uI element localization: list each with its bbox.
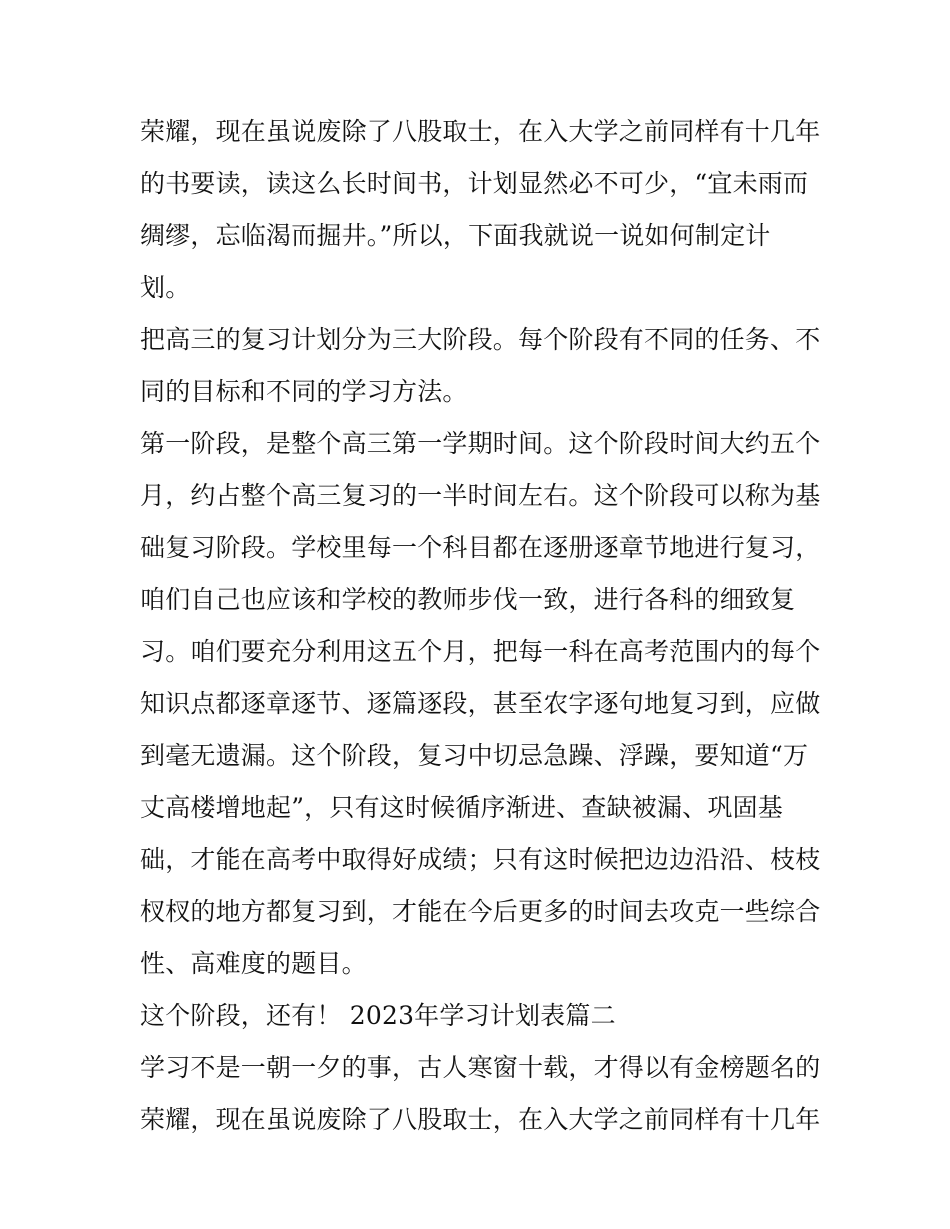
text-line-20: 荣耀，现在虽说废除了八股取士，在入大学之前同样有十几年 (140, 1105, 821, 1134)
text-line-18: 这个阶段，还有！ 2023年学习计划表篇二 (140, 1001, 616, 1030)
document-body (140, 106, 820, 1146)
text-line-19: 学习不是一朝一夕的事，古人寒窗十载，才得以有金榜题名的 (140, 1053, 821, 1082)
text-line-17: 性、高难度的题目。 (140, 949, 367, 978)
text-line-2: 的书要读，读这么长时间书，计划显然必不可少，“宜未雨而 (140, 169, 809, 198)
text-line-11: 习。咱们要充分利用这五个月，把每一科在高考范围内的每个 (140, 637, 821, 666)
text-line-16: 杈杈的地方都复习到，才能在今后更多的时间去攻克一些综合 (140, 897, 821, 926)
text-line-5: 把高三的复习计划分为三大阶段。每个阶段有不同的任务、不 (140, 325, 821, 354)
text-line-1: 荣耀，现在虽说废除了八股取士，在入大学之前同样有十几年 (140, 117, 821, 146)
text-line-8: 月，约占整个高三复习的一半时间左右。这个阶段可以称为基 (140, 481, 821, 510)
text-line-3: 绸缪，忘临渴而掘井。”所以，下面我就说一说如何制定计 (140, 221, 771, 250)
text-line-10: 咱们自己也应该和学校的教师步伐一致，进行各科的细致复 (140, 585, 796, 614)
text-line-6: 同的目标和不同的学习方法。 (140, 377, 468, 406)
text-line-9: 础复习阶段。学校里每一个科目都在逐册逐章节地进行复习， (140, 533, 821, 562)
text-line-12: 知识点都逐章逐节、逐篇逐段，甚至农字逐句地复习到，应做 (140, 689, 821, 718)
text-line-7: 第一阶段，是整个高三第一学期时间。这个阶段时间大约五个 (140, 429, 821, 458)
text-line-13: 到毫无遗漏。这个阶段，复习中切忌急躁、浮躁，要知道“万 (140, 741, 809, 770)
text-line-14: 丈高楼增地起”，只有这时候循序渐进、查缺被漏、巩固基 (140, 793, 783, 822)
text-line-4: 划。 (140, 273, 191, 302)
text-line-15: 础，才能在高考中取得好成绩；只有这时候把边边沿沿、枝枝 (140, 845, 821, 874)
